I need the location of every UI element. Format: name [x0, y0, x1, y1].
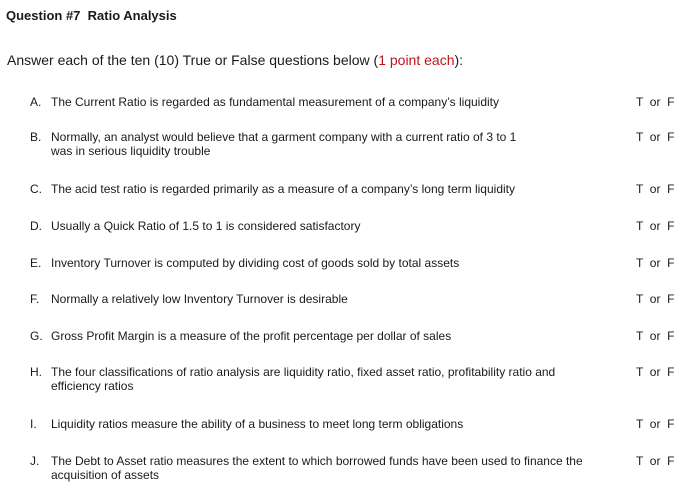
true-false-choice: T or F — [636, 417, 675, 431]
true-false-choice: T or F — [636, 454, 675, 468]
question-text: Normally a relatively low Inventory Turnover is desirable — [51, 292, 348, 306]
instructions — [7, 52, 463, 68]
question-letter: H. — [30, 365, 42, 379]
question-text: Gross Profit Margin is a measure of the profit percentage per dollar of sales — [51, 329, 452, 343]
true-false-choice: T or F — [636, 329, 675, 343]
instructions-text: Answer each of the ten (10) True or False questions below ( — [7, 52, 379, 68]
question-text: Usually a Quick Ratio of 1.5 to 1 is considered satisfactory — [51, 219, 361, 233]
true-false-choice: T or F — [636, 365, 675, 379]
question-letter: F. — [30, 292, 40, 306]
points-note: 1 point each — [378, 52, 455, 68]
question-text: The four classifications of ratio analysis are liquidity ratio, fixed asset ratio, profitability ratio and efficiency ratios — [51, 365, 556, 393]
question-title: Question #7 Ratio Analysis — [6, 8, 177, 23]
question-letter: D. — [30, 219, 42, 233]
question-text: The Current Ratio is regarded as fundamental measurement of a company’s liquidity — [51, 95, 500, 109]
question-letter: A. — [30, 95, 42, 109]
question-letter: I. — [30, 417, 37, 431]
true-false-choice: T or F — [636, 256, 675, 270]
question-letter: E. — [30, 256, 42, 270]
true-false-choice: T or F — [636, 292, 675, 306]
true-false-choice: T or F — [636, 130, 675, 144]
question-text: The Debt to Asset ratio measures the extent to which borrowed funds have been used to finance the acquisition of assets — [51, 454, 583, 482]
true-false-choice: T or F — [636, 95, 675, 109]
question-letter: C. — [30, 182, 42, 196]
question-letter: B. — [30, 130, 42, 144]
true-false-choice: T or F — [636, 219, 675, 233]
question-letter: J. — [30, 454, 40, 468]
true-false-choice: T or F — [636, 182, 675, 196]
instructions-end: ): — [454, 52, 464, 68]
question-text: Normally, an analyst would believe that a garment company with a current ratio of 3 to 1 was in serious liquidity trouble — [51, 130, 517, 158]
question-text: Liquidity ratios measure the ability of a business to meet long term obligations — [51, 417, 464, 431]
question-text: The acid test ratio is regarded primarily as a measure of a company’s long term liquidity — [51, 182, 515, 196]
question-letter: G. — [30, 329, 43, 343]
question-text: Inventory Turnover is computed by dividing cost of goods sold by total assets — [51, 256, 460, 270]
